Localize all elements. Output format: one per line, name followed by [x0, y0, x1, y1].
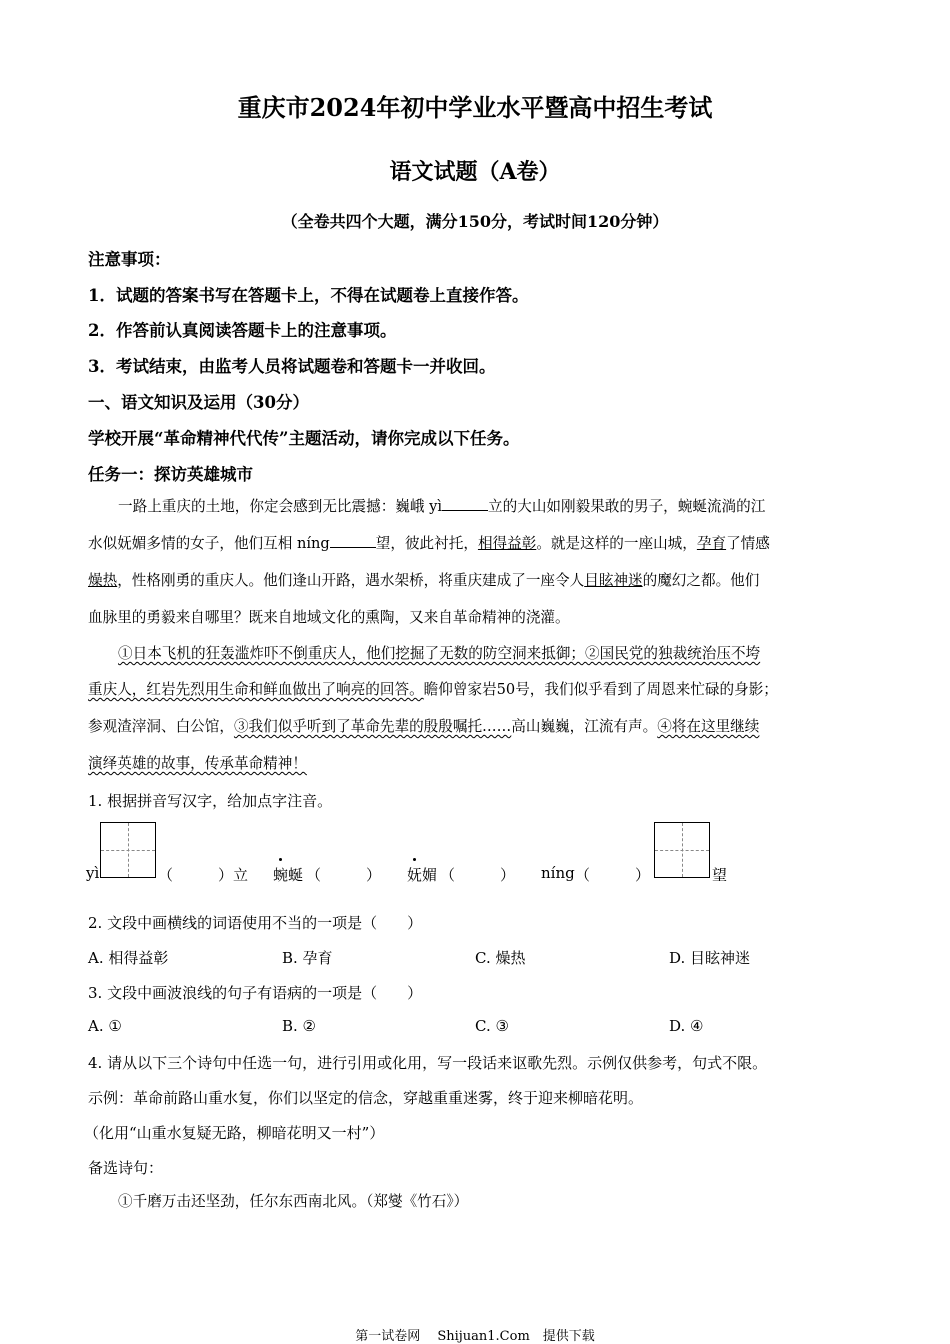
passage-line: 水似妩媚多情的女子，他们互相 níng 望，彼此衬托，相得益彰。就是这样的一座山城，孕育了情感 [88, 535, 770, 552]
pinyin-ning: níng [541, 864, 575, 882]
char-wang: 望 [712, 866, 728, 884]
answer-paren: （ ） [440, 866, 516, 884]
option-d[interactable]: D. 目眩神迷 [669, 949, 751, 967]
passage-line [118, 644, 760, 664]
passage-line: 一路上重庆的土地，你定会感到无比震撼：巍峨 yì 立的大山如刚毅果敢的男子，蜿蜒流淌的江 [118, 498, 766, 515]
notice-item-1: 1．试题的答案书写在答题卡上，不得在试题卷上直接作答。 [88, 286, 529, 305]
option-b[interactable]: B. ② [282, 1017, 317, 1035]
answer-paren: （ ） [306, 866, 382, 884]
task-heading: 任务一：探访英雄城市 [88, 465, 253, 484]
pinyin-yi: yì [86, 864, 100, 882]
option-b[interactable]: B. 孕育 [282, 949, 333, 967]
option-a[interactable]: A. ① [88, 1017, 122, 1035]
question-4-stem: 4. 请从以下三个诗句中任选一句，进行引用或化用，写一段话来讴歌先烈。示例仅供参考，句式不限。 [88, 1054, 768, 1072]
wavy-sentence: ①日本飞机的狂轰滥炸吓不倒重庆人，他们挖掘了无数的防空洞来抵御；②国民党的独裁统治压不垮 [118, 645, 761, 662]
answer-blank [330, 533, 376, 548]
notice-item-3: 3．考试结束，由监考人员将试题卷和答题卡一并收回。 [88, 357, 496, 376]
writing-box[interactable] [100, 822, 156, 878]
answer-blank [442, 496, 488, 511]
passage-line: 参观渣滓洞、白公馆，③我们似乎听到了革命先辈的殷殷嘱托……高山巍巍，江流有声。④将在这里继续 [88, 718, 760, 735]
option-d[interactable]: D. ④ [669, 1017, 704, 1035]
wavy-sentence: ③我们似乎听到了革命先辈的殷殷嘱托…… [233, 718, 512, 735]
candidate-poem-1: ①千磨万击还坚劲，任尔东西南北风。（郑燮《竹石》） [118, 1193, 469, 1210]
footer-source: 第一试卷网 Shijuan1.Com 提供下载 [355, 1329, 595, 1344]
emphasis-dot [413, 858, 416, 861]
example-text: 示例：革命前路山重水复，你们以坚定的信念，穿越重重迷雾，终于迎来柳暗花明。 [88, 1089, 644, 1107]
emphasis-dot [279, 858, 282, 861]
candidates-label: 备选诗句： [88, 1159, 164, 1177]
underlined-word: 孕育 [696, 535, 727, 552]
underlined-word: 目眩神迷 [584, 572, 643, 589]
option-c[interactable]: C. ③ [475, 1017, 509, 1035]
answer-paren: （ ）立 [158, 866, 249, 884]
answer-paren: （ ） [575, 866, 651, 884]
option-a[interactable]: A. 相得益彰 [88, 949, 169, 967]
passage-line [88, 754, 307, 774]
section-heading: 一、语文知识及运用（30分） [88, 393, 309, 412]
option-c[interactable]: C. 燥热 [475, 949, 526, 967]
notice-item-2: 2．作答前认真阅读答题卡上的注意事项。 [88, 321, 397, 340]
underlined-word: 相得益彰 [477, 535, 537, 552]
question-1-stem: 1. 根据拼音写汉字，给加点字注音。 [88, 792, 333, 810]
question-3-stem: 3. 文段中画波浪线的句子有语病的一项是（ ） [88, 984, 423, 1002]
wavy-sentence: 演绎英雄的故事，传承革命精神！ [88, 755, 307, 772]
question-2-stem: 2. 文段中画横线的词语使用不当的一项是（ ） [88, 914, 423, 932]
word-wumei: 妩媚 [407, 866, 438, 884]
exam-subtitle: 语文试题（A卷） [389, 159, 561, 185]
notice-heading: 注意事项： [88, 250, 171, 269]
word-wanyan: 蜿蜒 [273, 866, 304, 884]
exam-info: （全卷共四个大题，满分150分，考试时间120分钟） [281, 212, 669, 231]
writing-box[interactable] [654, 822, 710, 878]
wavy-sentence: ④将在这里继续 [657, 718, 760, 735]
exam-title: 重庆市2024年初中学业水平暨高中招生考试 [237, 93, 713, 122]
passage-line: 重庆人，红岩先烈用生命和鲜血做出了响亮的回答。瞻仰曾家岩50号，我们似乎看到了周恩来忙碌的身影； [88, 681, 778, 698]
section-intro: 学校开展“革命精神代代传”主题活动，请你完成以下任务。 [88, 429, 520, 448]
passage-line: 血脉里的勇毅来自哪里？既来自地域文化的熏陶，又来自革命精神的浇灌。 [88, 609, 570, 626]
example-note: （化用“山重水复疑无路，柳暗花明又一村”） [84, 1124, 385, 1142]
passage-line: 燥热，性格刚勇的重庆人。他们逢山开路，遇水架桥，将重庆建成了一座令人目眩神迷的魔幻之都。他们 [88, 572, 760, 589]
wavy-sentence: 重庆人，红岩先烈用生命和鲜血做出了响亮的回答。 [88, 681, 424, 698]
underlined-word: 燥热 [88, 572, 118, 589]
